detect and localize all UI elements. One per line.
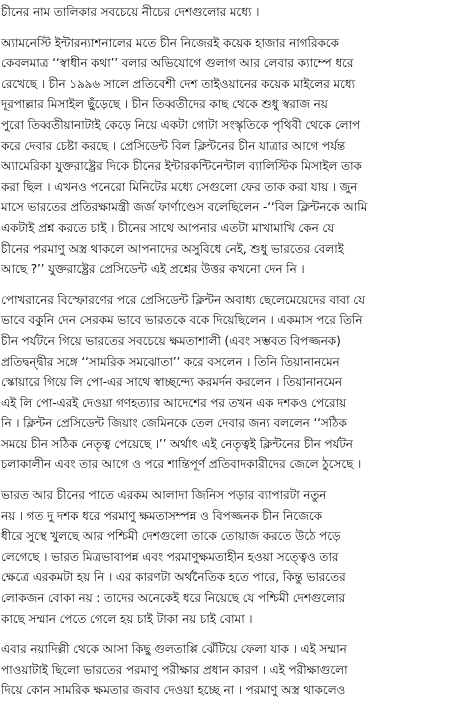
text-line: কাছে সম্মান পেতে গেলে হয় চাই টাকা নয় চাই বোমা । — [1, 611, 253, 626]
text-line: একটাই প্রশ্ন করতে চাই । চীনের সাথে আপনার এতটা মাখামাখি কেন যে — [1, 220, 335, 235]
text-line: ভারত আর চীনের পাতে এরকম আলাদা জিনিস পড়ার ব্যাপারটা নতুন — [1, 488, 327, 503]
text-line: পোখরানের বিস্ফোরণের পরে প্রেসিডেন্ট ক্লিন্টন অবাধ্য ছেলেমেয়েদের বাবা যে — [1, 292, 365, 307]
text-line: এবার নয়াদিল্লী থেকে আসা কিছু গুলতাপ্পি ঝেঁটিয়ে ফেলা যাক । এই সম্মান — [1, 642, 347, 657]
text-line: ভাবে বকুনি দেন সেরকম ভাবে ভারতকে বকে দিয়েছিলেন । একমাস পরে তিনি — [1, 313, 363, 328]
text-line: এই লি পো-এরই দেওয়া গণহত্যার আদেশের পর তখন এক দশকও পেরোয় — [1, 395, 346, 410]
text-line: পুরো তিব্বতীয়ানাটাই কেড়ে নিয়ে একটা গোটা সংস্কৃতিকে পৃথিবী থেকে লোপ — [1, 117, 361, 132]
paragraph-gap — [1, 629, 456, 639]
text-line: অ্যামেরিকা যুক্তরাষ্ট্রের দিকে চীনের ইন্টারকন্টিনেন্টাল ব্যালিস্টিক মিসাইল তাক — [1, 159, 362, 174]
text-line: লোকজন বোকা নয় : তাদের অনেকেই ধরে নিয়েছে যে পশ্চিমী দেশগুলোর — [1, 591, 346, 606]
paragraph — [1, 639, 456, 701]
text-line: লেগেছে । ভারত মিত্রভাবাপন্ন এবং পরমাণুক্ষমতাহীন হওয়া সত্ত্বেও তার — [1, 549, 339, 564]
text-line: পাওয়াটাই ছিলো ভারতের পরমাণু পরীক্ষার প্রধান কারণ । এই পরীক্ষাগুলো — [1, 662, 348, 677]
text-line: মাসে ভারতের প্রতিরক্ষামন্ত্রী জর্জ ফার্ণাণ্ডেস বলেছিলেন -‘‘বিল ক্লিন্টনকে আমি — [1, 200, 368, 215]
paragraph — [1, 485, 456, 629]
text-line: করা ছিল । এখনও পনেরো মিনিটের মধ্যে সেগুলো ফের তাক করা যায় । জুন — [1, 179, 358, 194]
text-line: নি । ক্লিন্টন প্রেসিডেন্ট জিয়াং জেমিনকে তেল দেবার জন্য বললেন ‘‘সঠিক — [1, 416, 347, 431]
text-line: দূরপাল্লার মিসাইল ছুঁড়েছে । চীন তিব্বতীদের কাছ থেকে শুধু স্বরাজ নয় — [1, 97, 328, 112]
text-line: চীনের পরমাণু অস্ত্র থাকলে আপনাদের অসুবিধে নেই, শুধু ভারতের বেলাই — [1, 241, 344, 256]
text-line: চীনের নাম তালিকার সবচেয়ে নীচের দেশগুলোর মধ্যে । — [1, 5, 260, 19]
text-line: স্কোয়ারে গিয়ে লি পো-এর সাথে স্বাচ্ছন্দ্যে করমর্দন করলেন । তিয়ানানমেন — [1, 375, 342, 390]
text-line: ধীরে সুস্থে খুলছে আর পশ্চিমী দেশগুলো তাকে তোয়াজ করতে উঠে পড়ে — [1, 529, 341, 544]
paragraph — [1, 2, 456, 23]
paragraph — [1, 33, 456, 280]
text-line: করে দেবার চেষ্টা করছে । প্রেসিডেন্ট বিল ক্লিন্টনের চীন যাত্রার আগে পর্যন্ত — [1, 138, 346, 153]
text-line: নয় । গত দু দশক ধরে পরমাণু ক্ষমতাসম্পন্ন ও বিপজ্জনক চীন নিজেকে — [1, 508, 323, 523]
text-line: রেখেছে । চীন ১৯৯৬ সালে প্রতিবেশী দেশ তাইওয়ানের কয়েক মাইলের মধ্যে — [1, 76, 355, 91]
text-line: চলাকালীন এবং তার আগে ও পরে শান্তিপূর্ণ প্রতিবাদকারীদের জেলে ঠুসেছে । — [1, 457, 362, 472]
paragraph-gap — [1, 280, 456, 290]
text-line: অ্যামনেস্টি ইন্টারন্যাশনালের মতে চীন নিজেরই কয়েক হাজার নাগরিককে — [1, 35, 339, 50]
text-line: কেবলমাত্র ‘‘স্বাধীন কথা’’ বলার অভিযোগে গুলাগ আর লেবার ক্যাম্পে ধরে — [1, 56, 354, 71]
paragraph-gap — [1, 475, 456, 485]
text-line: প্রতিদ্বন্দ্বীর সঙ্গে ‘‘সামরিক সমঝোতা’’ করে বসলেন । তিনি তিয়ানানমেন — [1, 354, 340, 369]
text-line: আছে ?’’ যুক্তরাষ্ট্রের প্রেসিডেন্ট এই প্রশ্নের উত্তর কখনো দেন নি । — [1, 262, 305, 277]
text-line: দিয়ে কোন সামরিক ক্ষমতার জবাব দেওয়া হচ্ছে না । পরমাণু অস্ত্র থাকলেও — [1, 683, 346, 698]
text-line: সময়ে চীন সঠিক নেতৃত্ব পেয়েছে ।’’ অর্থাৎ এই নেতৃত্বই ক্লিন্টনের চীন পর্যটন — [1, 436, 353, 451]
text-line: ক্ষেত্রে এরকমটা হয় নি । এর কারণটা অর্থনৈতিক হতে পারে, কিন্তু ভারতের — [1, 570, 346, 585]
paragraph-gap — [1, 23, 456, 33]
paragraph — [1, 290, 456, 475]
text-line: চীন পর্যটনে গিয়ে ভারতের সবচেয়ে ক্ষমতাশালী (এবং সম্ভবত বিপজ্জনক) — [1, 333, 341, 348]
